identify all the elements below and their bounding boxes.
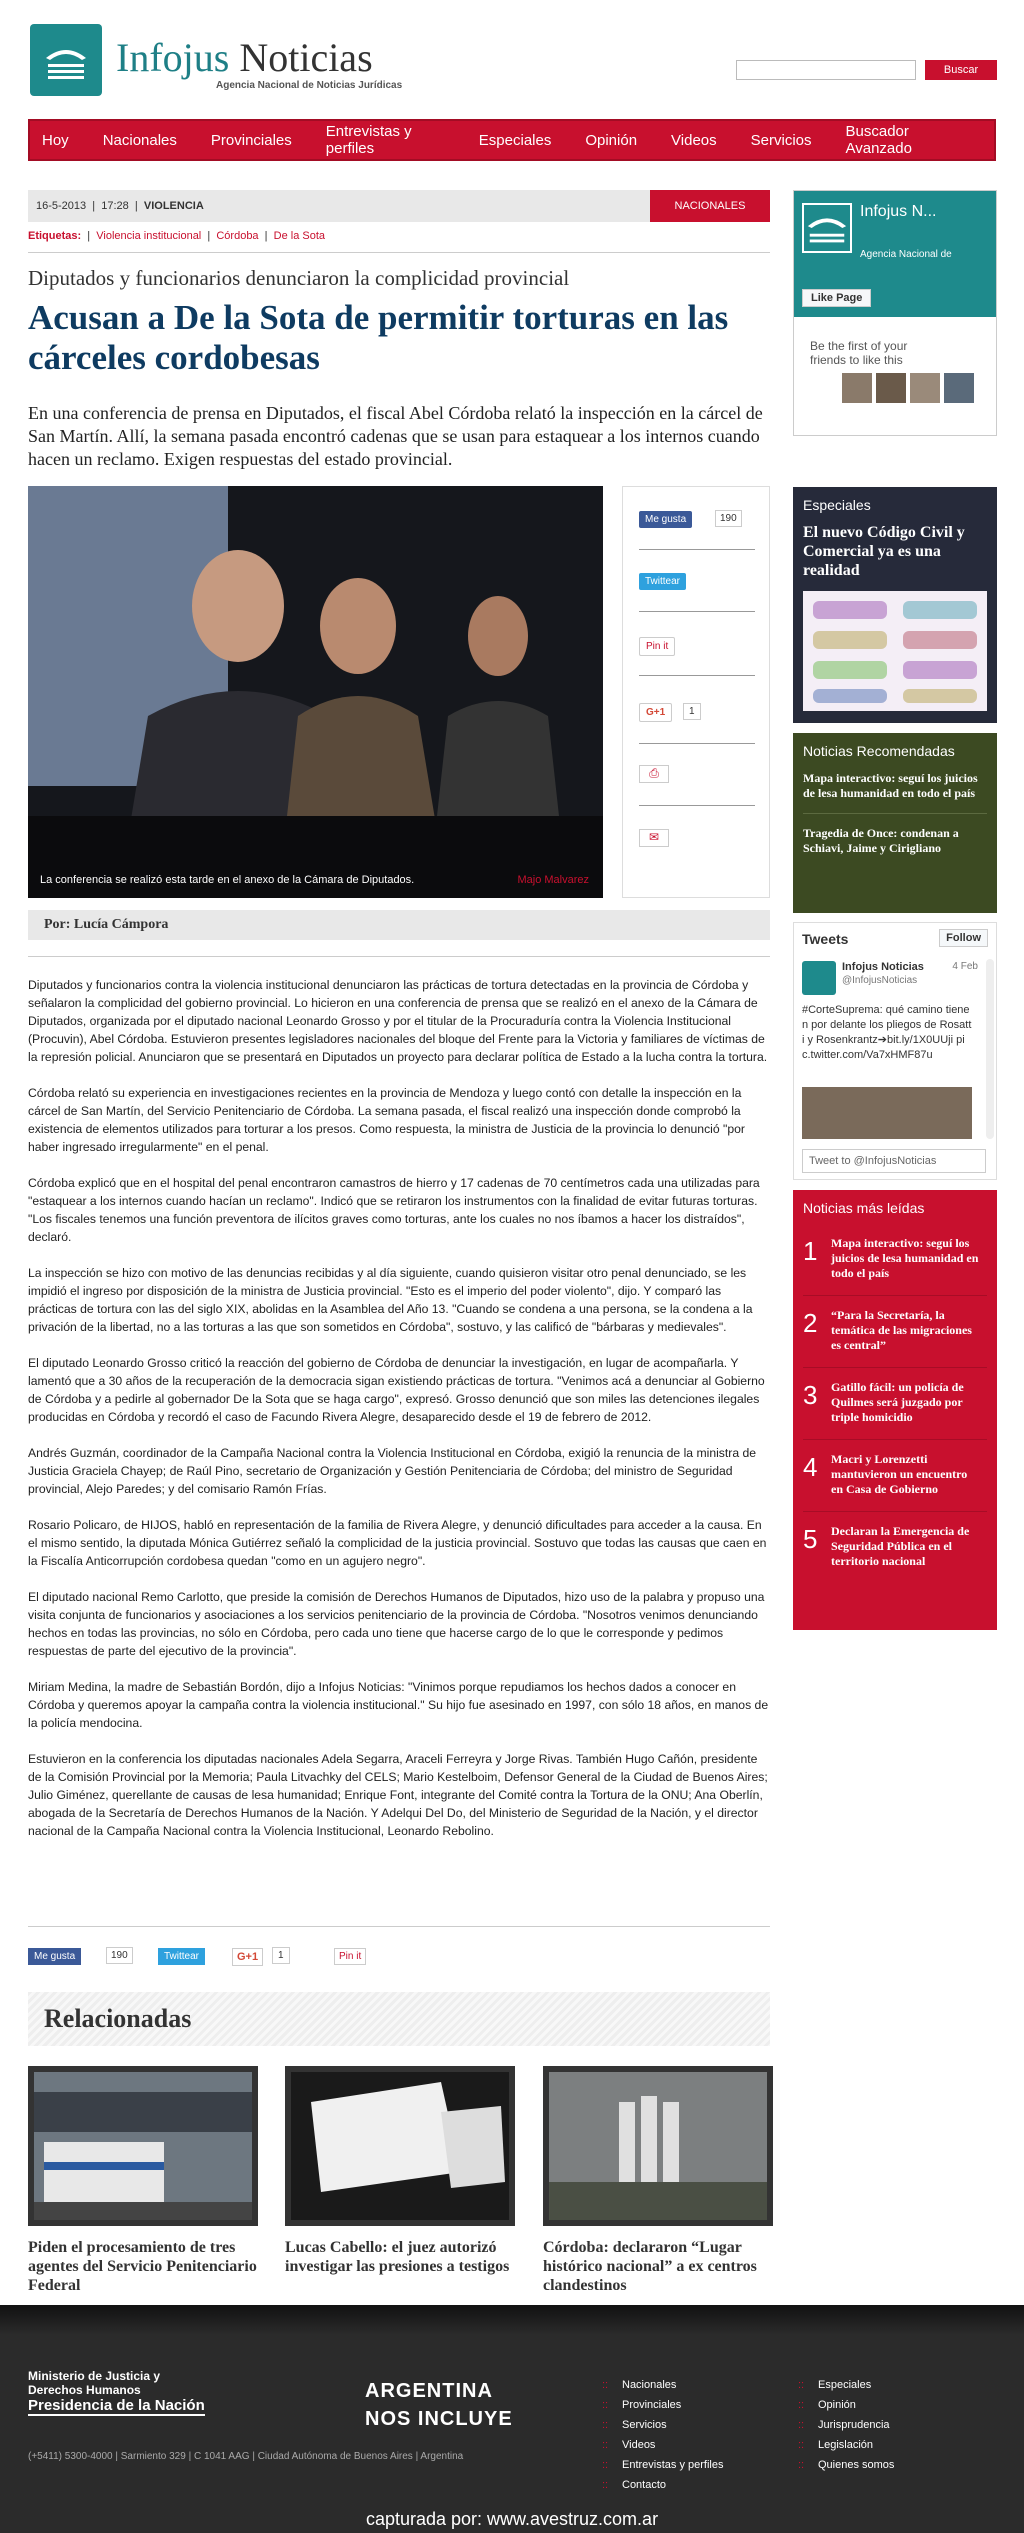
facebook-like-button[interactable]: Me gusta [639,511,692,528]
avatar[interactable] [802,961,836,995]
nav-especiales[interactable]: Especiales [478,131,552,149]
nav-entrevistas[interactable]: Entrevistas y perfiles [325,123,412,157]
tweet-handle[interactable]: @InfojusNoticias [842,975,918,986]
tag-cordoba[interactable]: Córdoba [216,230,259,242]
bottom-share-bar [28,1946,770,1970]
share-divider [639,743,755,744]
logo-subtitle: Agencia Nacional de Noticias Jurídicas [216,80,403,91]
logo-icon[interactable] [30,24,102,96]
footer-address: (+5411) 5300-4000 | Sarmiento 329 | C 1041 AAG | Ciudad Autónoma de Buenos Aires | Argentina [28,2451,464,2462]
especiales-widget[interactable] [793,487,997,723]
article-category[interactable]: VIOLENCIA [143,200,204,212]
facebook-widget [793,190,997,436]
tag-violencia[interactable]: Violencia institucional [96,230,202,242]
tweet-reply-input[interactable]: Tweet to @InfojusNoticias [802,1149,986,1173]
mas-leida-item[interactable] [803,1368,987,1440]
rank-number: 4 [803,1452,818,1482]
nav-nacionales[interactable]: Nacionales [102,131,177,149]
related-image[interactable] [28,2066,258,2226]
rank-number: 2 [803,1308,818,1338]
google-plus-button[interactable]: G+1 [639,703,672,722]
related-item[interactable] [543,2066,773,2295]
pinterest-button[interactable]: Pin it [334,1948,366,1965]
tweet-date[interactable]: 4 Feb [952,961,978,972]
related-item[interactable] [285,2066,515,2276]
mas-leida-item[interactable] [803,1224,987,1296]
argentina-logo [365,2377,513,2433]
footer-link[interactable]: :: Quienes somos [798,2455,894,2475]
paragraph: Estuvieron en la conferencia los diputadas nacionales Adela Segarra, Araceli Ferreyra y Jorge Rivas. También Hugo Cañón, presidente de la Comisión Provincial por la Memoria; Paula Litvachky del CELS; Mario Kestelboim, Defensor General de la Ciudad de Buenos Aires; Julio Giménez, querellante de causas de lesa humanidad; Enrique Font, integrante del Comité contra la Tortura de la ONU; Ana Oberlín, abogada de la Secretaría de Derechos Humanos de la Nación. Y Adelqui Del Do, del Ministerio de Seguridad de la Nación, y el director nacional de la Campaña Nacional contra la Violencia Institucional, Leonardo Rebolino. [28,1752,768,1838]
paragraph: Miriam Medina, la madre de Sebastián Bordón, dijo a Infojus Noticias: "Vinimos porque repudiamos los hechos dados a conocer en Córdoba y queremos apoyar la campaña contra la violencia institucional." Su hijo fue asesinado en 1997, con sólo 18 años, en manos de la policía mendocina. [28,1680,769,1730]
rank-number: 3 [803,1380,818,1410]
twitter-share-button[interactable]: Twittear [639,573,686,590]
footer-link[interactable]: :: Nacionales [602,2375,723,2395]
twitter-widget [793,922,997,1180]
twitter-share-button[interactable]: Twittear [158,1948,205,1965]
paragraph: La inspección se hizo con motivo de las denuncias recibidas y al día siguiente, cuando quisieron visitar otro penal denunciado, se les impidió el ingreso por disposición de la ministra de Justicia provincial. "Esto es el imperio del poder violento", dijo. Y comparó las prácticas de tortura con las del siglo XIX, abolidas en la Asamblea del Año 13. "Cuando se condena a una persona, se la condena a la privación de la libertad, no a las torturas a las que son sometidos en Córdoba", sostuvo, y las calificó de "bárbaras y medievales". [28,1266,753,1334]
footer-link[interactable]: :: Contacto [602,2475,723,2495]
ministry-name[interactable]: Ministerio de Justicia y Derechos Humanos [28,2369,161,2397]
google-plus-count: 1 [683,703,701,720]
photo-illustration [28,486,603,898]
capture-credit: capturada por: www.avestruz.com.ar [365,2509,659,2529]
paragraph: Córdoba relató su experiencia en investigaciones recientes en la provincia de Mendoza y luego contó con detalle la inspección en la cárcel de San Martín, del Servicio Penitenciario de Córdoba. La semana pasada, el fiscal realizó una inspección donde comprobó la existencia de elementos utilizados para torturar a los presos. Como respuesta, la ministra de Justicia de la provincia lo denunció "por haber ingresado irregularmente" en el penal. [28,1086,745,1154]
article-time: 17:28 [101,200,129,212]
twitter-scrollbar[interactable] [986,959,994,1139]
mas-leidas-widget [793,1190,997,1630]
paragraph: Rosario Policaro, de HIJOS, habló en representación de la familia de Rivera Alegre, y denunció dificultades para acceder a la causa. En el mismo sentido, la diputada Mónica Gutiérrez señaló la complicidad de la justicia provincial. Sostuvo que todas las causas que caen en la Fiscalía Anticorrupción cordobesa quedan "como en un agujero negro". [28,1518,767,1568]
facebook-friends-text: Be the first of your friends to like this [810,339,908,367]
paragraph: El diputado nacional Remo Carlotto, que preside la comisión de Derechos Humanos de Diputados, hizo uso de la palabra y propuso una visita conjunta de funcionarios y asociaciones a los servicios penitenciario de la provincia de Córdoba. "Nosotros venimos denunciando hechos en todas las provincias, no sólo en Córdoba, pero cada uno tiene que hacerse cargo de lo que le corresponde y pedimos respuestas de parte del ejecutivo de la provincia". [28,1590,765,1658]
share-panel [622,486,770,898]
related-title[interactable]: Lucas Cabello: el juez autorizó investigar las presiones a testigos [285,2239,510,2275]
mas-leida-item[interactable] [803,1512,987,1584]
footer-link[interactable]: :: Especiales [798,2375,894,2395]
email-icon[interactable]: ✉ [639,829,669,847]
nav-provinciales[interactable]: Provinciales [210,131,292,149]
related-title[interactable]: Córdoba: declararon “Lugar histórico nacional” a ex centros clandestinos [543,2239,757,2294]
rank-number: 1 [803,1236,818,1266]
slogan-line: ARGENTINA [365,2380,493,2402]
tweet-image[interactable] [802,1087,972,1139]
facebook-cover[interactable] [794,191,996,317]
footer-link[interactable]: :: Servicios [602,2415,723,2435]
recomendadas-label: Noticias Recomendadas [803,743,955,759]
share-divider [639,805,755,806]
facebook-like-page-button[interactable]: Like Page [802,289,871,307]
nav-videos[interactable]: Videos [671,131,717,149]
facebook-page-name[interactable]: Infojus N... [860,203,937,220]
tags-label: Etiquetas: [28,230,82,242]
paragraph: Diputados y funcionarios contra la violencia institucional denunciaron las prácticas de tortura detectadas en la provincia de Córdoba y señalaron la complicidad del gobierno provincial. Lo hicieron en una conferencia de prensa que se realizó en el anexo de la Cámara de Diputados, organizada por el diputado nacional Leonardo Grosso y por el titular de la Procuraduría contra la Violencia Institucional (Procuvin), Abel Córdoba. Estuvieron presentes legisladores nacionales del bloque del Frente para la Victoria y familiares de víctimas de la represión policial. Anunciaron que se presentará en Diputados un proyecto para declarar política de Estado a la lucha contra la tortura. [28,978,768,1064]
avatar[interactable] [876,373,906,403]
share-divider [639,549,755,550]
recomendada-item[interactable]: Mapa interactivo: seguí los juicios de lesa humanidad en todo el país [803,771,987,814]
header [28,20,996,100]
nav-opinion[interactable]: Opinión [585,131,638,149]
facebook-friends-avatars [842,373,974,403]
search-button[interactable]: Buscar [925,60,997,80]
footer-shade [0,2305,1024,2335]
main-nav [28,119,996,161]
related-heading: Relacionadas [28,1992,770,2046]
photo-caption: La conferencia se realizó esta tarde en el anexo de la Cámara de Diputados. [40,874,415,886]
facebook-like-count: 190 [106,1947,133,1964]
photo-credit: Majo Malvarez [517,874,589,886]
mas-leida-item[interactable] [803,1296,987,1368]
tweet-text: #CorteSuprema: qué camino tienen por delante los pliegos de Rosatti y Rosenkrantz➔bit.ly/1X0UUji pic.twitter.com/Va7xHMF87u [802,1004,972,1061]
mas-leida-title[interactable]: Macri y Lorenzetti mantuvieron un encuentro en Casa de Gobierno [831,1452,968,1496]
footer-link[interactable]: :: Provinciales [602,2395,723,2415]
divider [28,956,770,957]
footer-link[interactable]: :: Opinión [798,2395,894,2415]
avatar[interactable] [842,373,872,403]
google-plus-count: 1 [272,1947,290,1964]
print-icon[interactable]: ⎙ [639,765,669,783]
footer-link[interactable]: :: Jurisprudencia [798,2415,894,2435]
avatar[interactable] [944,373,974,403]
paragraph: Andrés Guzmán, coordinador de la Campaña Nacional contra la Violencia Institucional en Córdoba, exigió la renuncia de la ministra de Justicia Graciela Chayep; de Raúl Pino, secretario de Organización y Gestión Penitenciaria de Córdoba; del ministro de Seguridad provincial, Alejo Paredes; y del comisario Ramón Frías. [28,1446,757,1496]
share-divider [639,611,755,612]
tag-de-la-sota[interactable]: De la Sota [273,230,326,242]
mas-leida-title[interactable]: Declaran la Emergencia de Seguridad Pública en el territorio nacional [831,1524,970,1568]
mas-leida-title[interactable]: “Para la Secretaría, la temática de las migraciones es central” [831,1308,972,1352]
article-infobar: 16-5-2013 | 17:28 | VIOLENCIA NACIONALES [28,190,770,222]
article-headline: Acusan a De la Sota de permitir torturas en las cárceles cordobesas [28,298,729,377]
slogan-line: NOS INCLUYE [365,2408,513,2430]
especiales-label: Especiales [803,497,871,513]
logo-title[interactable]: Infojus Noticias [116,35,373,80]
paragraph: Córdoba explicó que en el hospital del penal encontraron camastros de hierro y 17 cadenas de 70 centímetros cada una utilizadas para "estaquear a los internos cuando hacían un reclamo". Indicó que se retiraron los instrumentos con la finalidad de evitar futuras torturas. "Los fiscales tenemos una función preventora de ilícitos graves como torturas, ante los cuales no nos íbamos a hacer los distraídos", declaró. [28,1176,760,1244]
especiales-image[interactable] [803,591,987,711]
presidency-name[interactable]: Presidencia de la Nación [28,2397,205,2414]
footer-link[interactable]: :: Legislación [798,2435,894,2455]
footer-link[interactable]: :: Videos [602,2435,723,2455]
divider [28,1926,770,1927]
article-body [28,976,770,1858]
especiales-title[interactable]: El nuevo Código Civil y Comercial ya es una realidad [803,524,965,579]
google-plus-button[interactable]: G+1 [232,1948,263,1966]
article-kicker: Diputados y funcionarios denunciaron la complicidad provincial [28,266,570,290]
recomendadas-widget [793,733,997,913]
recomendada-item[interactable]: Tragedia de Once: condenan a Schiavi, Jaime y Cirigliano [803,826,959,855]
mas-leida-title[interactable]: Gatillo fácil: un policía de Quilmes será juzgado por triple homicidio [831,1380,964,1424]
facebook-like-button[interactable]: Me gusta [28,1948,81,1965]
footer-links-col1 [602,2375,723,2495]
twitter-follow-button[interactable]: Follow [939,929,988,947]
facebook-like-count: 190 [715,510,742,527]
mas-leida-title[interactable]: Mapa interactivo: seguí los juicios de lesa humanidad en todo el país [831,1236,979,1280]
nav-hoy[interactable]: Hoy [42,131,69,149]
rank-number: 5 [803,1524,818,1554]
nav-servicios[interactable]: Servicios [750,131,812,149]
footer [0,2305,1024,2533]
related-image[interactable] [543,2066,773,2226]
logo-icon [802,203,852,253]
article-date: 16-5-2013 [36,200,87,212]
footer-links-col2 [798,2375,894,2475]
nav-buscador[interactable]: Buscador Avanzado [845,123,912,157]
paragraph: El diputado Leonardo Grosso criticó la reacción del gobierno de Córdoba de denunciar la investigación, en lugar de acompañarla. Y lamentó que a 30 años de la recuperación de la democracia sigan existiendo prácticas de tortura. "Venimos acá a denunciar al Gobierno de Córdoba y a pedirle al gobernador De la Sota que se haga cargo", expresó. Grosso denunció que son miles las detenciones ilegales producidas en Córdoba y recordó el caso de Facundo Rivera Alegre, desaparecido desde el 19 de febrero de 2012. [28,1356,765,1424]
pinterest-button[interactable]: Pin it [639,637,675,656]
section-badge[interactable]: NACIONALES [650,190,770,222]
mas-leida-item[interactable] [803,1440,987,1512]
divider [28,252,770,253]
related-title[interactable]: Piden el procesamiento de tres agentes del Servicio Penitenciario Federal [28,2239,257,2294]
tags-row: Etiquetas: | Violencia institucional | Córdoba | De la Sota [28,230,326,242]
article-photo [28,486,603,898]
footer-link[interactable]: :: Entrevistas y perfiles [602,2455,723,2475]
avatar[interactable] [910,373,940,403]
share-divider [639,675,755,676]
article-lead: En una conferencia de prensa en Diputados, el fiscal Abel Córdoba relató la inspección en la cárcel de San Martín. Allí, la semana pasada encontró cadenas que se usan para estaquear a los internos cuando hacen un reclamo. Exigen respuestas del estado provincial. [28,403,763,469]
mas-leidas-label: Noticias más leídas [803,1200,925,1216]
byline: Por: Lucía Cámpora [28,910,770,940]
related-item[interactable] [28,2066,258,2295]
tweets-label: Tweets [802,931,849,947]
search-input[interactable] [736,60,916,80]
facebook-page-subtitle: Agencia Nacional de [860,249,952,260]
tweet-user[interactable]: Infojus Noticias [842,961,924,973]
related-image[interactable] [285,2066,515,2226]
